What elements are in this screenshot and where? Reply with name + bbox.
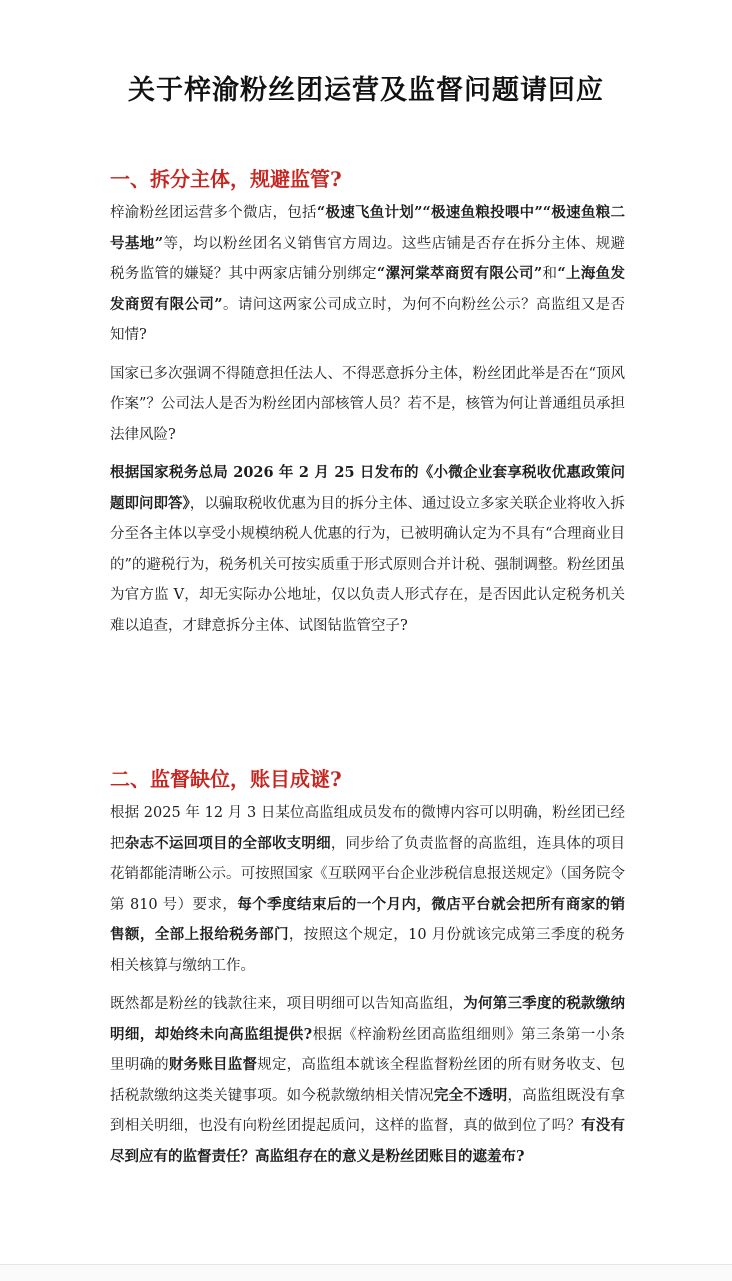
- section-1-paragraph-3: 根据国家税务总局 2026 年 2 月 25 日发布的《小微企业套享税收优惠政策问题即问即答》，以骗取税收优惠为目的拆分主体、通过设立多家关联企业将收入拆分至各主体以享受小规模纳税人优惠的行为，已被明确认定为不具有“合理商业目的”的避税行为，税务机关可按实质重于形式原则合并计税、强制调整。粉丝团虽为官方监 V，却无实际办公地址，仅以负责人形式存在，是否因此认定税务机关难以追查，才肆意拆分主体、试图钻监管空子?: [110, 464, 626, 634]
- section-1-heading: 一、拆分主体，规避监管?: [110, 167, 342, 191]
- section-2-paragraph-1: 根据 2025 年 12 月 3 日某位高监组成员发布的微博内容可以明确，粉丝团已经把杂志不运回项目的全部收支明细，同步给了负责监督的高监组，连具体的项目花销都能清晰公示。可按照国家《互联网平台企业涉税信息报送规定》（国务院令第 810 号）要求，每个季度结束后的一个月内，微店平台就会把所有商家的销售额，全部上报给税务部门，按照这个规定，10 月份就该完成第三季度的税务相关核算与缴纳工作。: [110, 805, 626, 974]
- document-title: 关于梓渝粉丝团运营及监督问题请回应: [128, 75, 604, 106]
- section-2-body: [110, 798, 625, 1180]
- section-2-paragraph-2: 既然都是粉丝的钱款往来，项目明细可以告知高监组，为何第三季度的税款缴纳明细，却始终未向高监组提供?根据《梓渝粉丝团高监组细则》第三条第一小条里明确的财务账目监督规定，高监组本就该全程监督粉丝团的所有财务收支、包括税款缴纳这类关键事项。如今税款缴纳相关情况完全不透明，高监组既没有拿到相关明细，也没有向粉丝团提起质问，这样的监督，真的做到位了吗？有没有尽到应有的监督责任？高监组存在的意义是粉丝团账目的遮羞布?: [110, 995, 626, 1165]
- section-2-heading: 二、监督缺位，账目成谜?: [110, 767, 342, 791]
- section-1-paragraph-2: 国家已多次强调不得随意担任法人、不得恶意拆分主体，粉丝团此举是否在“顶风作案”？公司法人是否为粉丝团内部核管人员？若不是，核管为何让普通组员承担法律风险?: [110, 365, 625, 443]
- section-1-paragraph-1: 梓渝粉丝团运营多个微店，包括“极速飞鱼计划”“极速鱼粮投喂中”“极速鱼粮二号基地”等，均以粉丝团名义销售官方周边。这些店铺是否存在拆分主体、规避税务监管的嫌疑？其中两家店铺分别绑定“漯河棠萃商贸有限公司”和“上海鱼发发商贸有限公司”。请问这两家公司成立时，为何不向粉丝公示？高监组又是否知情?: [110, 204, 626, 343]
- section-1-body: [110, 198, 625, 649]
- page-bottom-edge: [0, 1264, 732, 1281]
